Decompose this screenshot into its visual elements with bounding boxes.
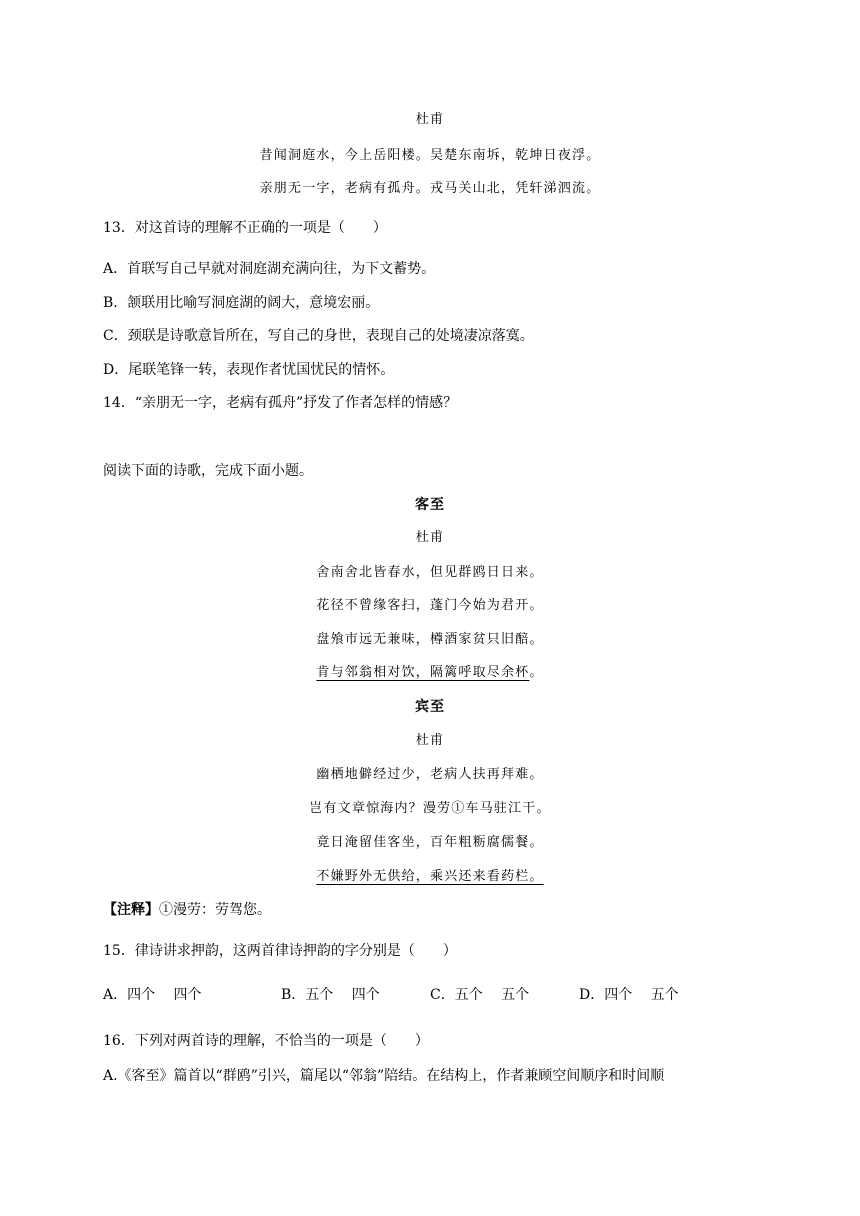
question-13-option-b: B．颔联用比喻写洞庭湖的阔大，意境宏丽。 — [103, 295, 380, 311]
poem1-line-1: 昔闻洞庭水，今上岳阳楼。吴楚东南坼，乾坤日夜浮。 — [259, 148, 601, 163]
question-13-stem: 13．对这首诗的理解不正确的一项是（ ） — [103, 220, 387, 236]
annotation-label: 【注释】 — [103, 902, 159, 918]
question-15-option-d: D．四个 五个 — [579, 987, 679, 1003]
question-16-stem: 16．下列对两首诗的理解，不恰当的一项是（ ） — [103, 1033, 429, 1049]
question-15-option-c: C．五个 五个 — [430, 987, 530, 1003]
poem2-line-1: 舍南舍北皆春水，但见群鸥日日来。 — [316, 565, 544, 580]
poem3-line-2 — [0, 800, 860, 818]
poem2-title: 客至 — [415, 497, 445, 513]
question-13-option-a: A．首联写自己早就对洞庭湖充满向往，为下文蓄势。 — [103, 261, 436, 277]
poem2-line-3: 盘飧市远无兼味，樽酒家贫只旧醅。 — [316, 632, 544, 647]
annotation — [103, 901, 271, 919]
poem2-line-2: 花径不曾缘客扫，蓬门今始为君开。 — [316, 598, 544, 613]
question-14-stem: 14．“亲朋无一字，老病有孤舟”抒发了作者怎样的情感？ — [103, 395, 458, 411]
poem3-line-3: 竟日淹留佳客坐，百年粗粝腐儒餐。 — [316, 835, 544, 850]
poem3-line-2-before: 岂有文章惊海内？漫劳 — [309, 801, 452, 816]
poem3-line-2-after: 车马驻江干。 — [465, 801, 551, 816]
poem2-author: 杜甫 — [415, 530, 445, 545]
question-16-option-a: A.《客至》篇首以“群鸥”引兴，篇尾以“邻翁”陪结。在结构上，作者兼顾空间顺序和时间顺 — [103, 1068, 665, 1084]
poem2-underlined-line: 肯与邻翁相对饮，隔篱呼取尽余杯 — [316, 665, 530, 680]
annotation-text: ①漫劳：劳驾您。 — [159, 902, 271, 918]
poem3-title: 宾至 — [415, 699, 445, 715]
reading-instruction: 阅读下面的诗歌，完成下面小题。 — [103, 463, 313, 479]
poem2-line-4 — [0, 664, 860, 682]
poem1-line-2: 亲朋无一字，老病有孤舟。戎马关山北，凭轩涕泗流。 — [259, 181, 601, 196]
poem2-line-4-end: 。 — [529, 665, 544, 680]
question-15-option-a: A．四个 四个 — [103, 987, 202, 1003]
poem3-line-4 — [0, 868, 860, 886]
poem1-author: 杜甫 — [415, 112, 445, 127]
question-13-option-d: D．尾联笔锋一转，表现作者忧国忧民的情怀。 — [103, 362, 395, 378]
poem3-note-mark: ① — [451, 801, 466, 816]
poem3-line-1: 幽栖地僻经过少，老病人扶再拜难。 — [316, 767, 544, 782]
question-15-option-b: B．五个 四个 — [281, 987, 380, 1003]
question-15-stem: 15．律诗讲求押韵，这两首律诗押韵的字分别是（ ） — [103, 943, 457, 959]
poem3-author: 杜甫 — [415, 733, 445, 748]
question-13-option-c: C．颈联是诗歌意旨所在，写自己的身世，表现自己的处境凄凉落寞。 — [103, 328, 534, 344]
poem3-underlined-line: 不嫌野外无供给，乘兴还来看药栏。 — [316, 869, 544, 884]
